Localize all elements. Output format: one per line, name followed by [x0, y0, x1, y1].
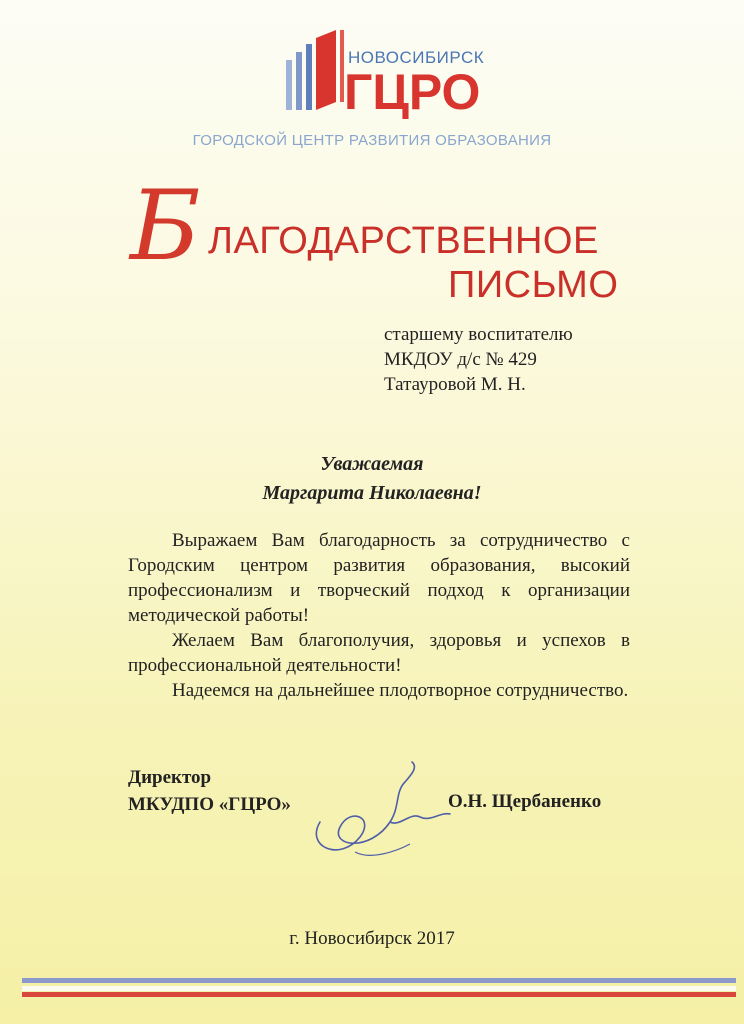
signatory-org: МКУДПО «ГЦРО» [128, 794, 291, 815]
signatory-title [128, 764, 291, 818]
decor-stripe-red [22, 992, 736, 997]
title-initial: Б [130, 170, 201, 282]
handwritten-signature-icon [300, 752, 470, 872]
title-line1: ЛАГОДАРСТВЕННОЕ [208, 220, 599, 262]
body-paragraph-2: Желаем Вам благополучия, здоровья и успехов в профессиональной деятельности! [128, 630, 630, 676]
logo-city: НОВОСИБИРСК [348, 48, 485, 67]
body-paragraph-3: Надеемся на дальнейшее плодотворное сотрудничество. [172, 680, 629, 701]
greeting [0, 450, 744, 508]
greeting-line2: Маргарита Николаевна! [262, 482, 482, 504]
body-paragraph-1: Выражаем Вам благодарность за сотрудничество с Городским центром развития образования, высокий профессионализм и творческий подход к организации методической работы! [128, 530, 630, 626]
letter-body [128, 528, 630, 703]
recipient-position: старшему воспитателю [384, 324, 573, 345]
decor-stripe-blue [22, 978, 736, 983]
recipient-org: МКДОУ д/с № 429 [384, 349, 537, 370]
recipient-block [384, 322, 573, 397]
org-full-name: ГОРОДСКОЙ ЦЕНТР РАЗВИТИЯ ОБРАЗОВАНИЯ [192, 132, 552, 149]
signatory-position: Директор [128, 767, 212, 788]
decor-stripe-white [22, 986, 736, 991]
logo-org-short: ГЦРО [344, 64, 481, 120]
greeting-line1: Уважаемая [320, 453, 424, 475]
title-line2: ПИСЬМО [448, 264, 619, 306]
place-date: г. Новосибирск 2017 [289, 928, 455, 949]
recipient-name: Татауровой М. Н. [384, 374, 526, 395]
signatory-name: О.Н. Щербаненко [448, 791, 602, 812]
